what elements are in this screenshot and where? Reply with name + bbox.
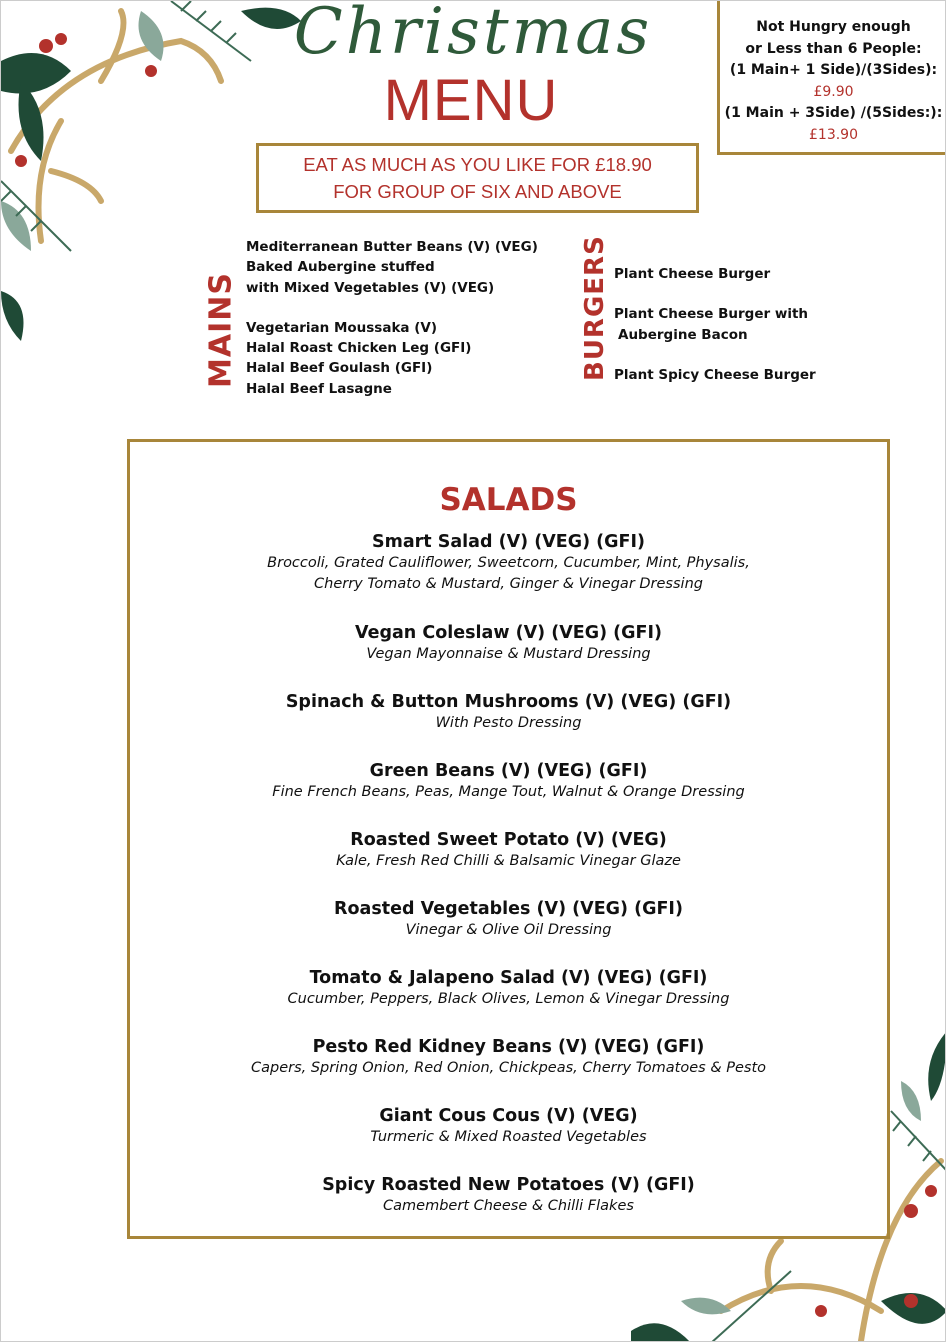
salad-description: Vinegar & Olive Oil Dressing — [405, 922, 612, 938]
mains-item: Halal Beef Goulash (GFI) — [246, 360, 433, 377]
price-1: £9.90 — [813, 83, 854, 100]
price-box-line-2: or Less than 6 People: — [745, 40, 922, 57]
mains-item: Halal Beef Lasagne — [246, 380, 392, 397]
salad-name: Green Beans (V) (VEG) (GFI) — [369, 761, 648, 781]
salad-item — [130, 531, 887, 595]
price-option-2: (1 Main + 3Side) /(5Sides:): — [724, 105, 943, 121]
salad-item — [130, 691, 887, 734]
salad-item — [130, 760, 887, 803]
offer-line-2: FOR GROUP OF SIX AND ABOVE — [333, 181, 622, 202]
mains-list — [246, 237, 538, 399]
offer-box — [256, 143, 699, 213]
salad-name: Giant Cous Cous (V) (VEG) — [379, 1106, 638, 1126]
salad-description: Turmeric & Mixed Roasted Vegetables — [370, 1129, 647, 1145]
menu-title: MENU — [383, 68, 559, 133]
salad-name: Pesto Red Kidney Beans (V) (VEG) (GFI) — [312, 1037, 705, 1057]
mains-label: MAINS — [203, 272, 239, 388]
salad-item — [130, 1036, 887, 1079]
offer-line-1: EAT AS MUCH AS YOU LIKE FOR £18.90 — [303, 154, 652, 175]
mains-item: Halal Roast Chicken Leg (GFI) — [246, 340, 472, 357]
salad-name: Roasted Vegetables (V) (VEG) (GFI) — [334, 899, 683, 919]
salad-name: Spicy Roasted New Potatoes (V) (GFI) — [322, 1175, 695, 1195]
mains-item: with Mixed Vegetables (V) (VEG) — [246, 279, 495, 296]
salad-item — [130, 898, 887, 941]
salad-description: Broccoli, Grated Cauliflower, Sweetcorn, Cucumber, Mint, Physalis, — [267, 555, 750, 571]
salad-item — [130, 829, 887, 872]
burger-item: Plant Cheese Burger with — [614, 306, 809, 323]
salad-name: Spinach & Button Mushrooms (V) (VEG) (GFI) — [285, 692, 732, 712]
salad-description: With Pesto Dressing — [435, 715, 582, 731]
burgers-label: BURGERS — [580, 235, 610, 381]
burger-item: Plant Cheese Burger — [614, 266, 771, 282]
salad-description: Vegan Mayonnaise & Mustard Dressing — [366, 646, 651, 662]
price-box-line-1: Not Hungry enough — [756, 19, 911, 35]
salad-description: Camembert Cheese & Chilli Flakes — [383, 1198, 634, 1214]
salad-description: Cherry Tomato & Mustard, Ginger & Vinegar Dressing — [314, 576, 703, 592]
salad-description: Kale, Fresh Red Chilli & Balsamic Vinegar Glaze — [336, 853, 681, 869]
price-2: £13.90 — [809, 126, 858, 143]
mains-item: Mediterranean Butter Beans (V) (VEG) — [246, 239, 538, 255]
salad-item — [130, 622, 887, 665]
salad-name: Smart Salad (V) (VEG) (GFI) — [372, 532, 645, 552]
salad-name: Tomato & Jalapeno Salad (V) (VEG) (GFI) — [309, 968, 708, 988]
burgers-list — [614, 264, 816, 385]
salad-description: Cucumber, Peppers, Black Olives, Lemon & Vinegar Dressing — [287, 991, 730, 1007]
mains-item: Baked Aubergine stuffed — [246, 259, 435, 276]
salad-item — [130, 1174, 887, 1217]
burger-item: Aubergine Bacon — [618, 326, 748, 343]
price-box — [717, 1, 946, 155]
salad-name: Roasted Sweet Potato (V) (VEG) — [350, 830, 667, 850]
mains-item: Vegetarian Moussaka (V) — [246, 319, 438, 336]
price-option-1: (1 Main+ 1 Side)/(3Sides): — [729, 62, 938, 78]
salad-item — [130, 1105, 887, 1148]
burger-item: Plant Spicy Cheese Burger — [614, 366, 816, 383]
christmas-script-title: Christmas — [293, 0, 653, 69]
salad-name: Vegan Coleslaw (V) (VEG) (GFI) — [355, 623, 662, 643]
salads-section — [127, 439, 890, 1239]
salads-title: SALADS — [439, 482, 578, 518]
salad-description: Fine French Beans, Peas, Mange Tout, Walnut & Orange Dressing — [272, 784, 745, 800]
salad-description: Capers, Spring Onion, Red Onion, Chickpeas, Cherry Tomatoes & Pesto — [250, 1060, 767, 1076]
salad-item — [130, 967, 887, 1010]
